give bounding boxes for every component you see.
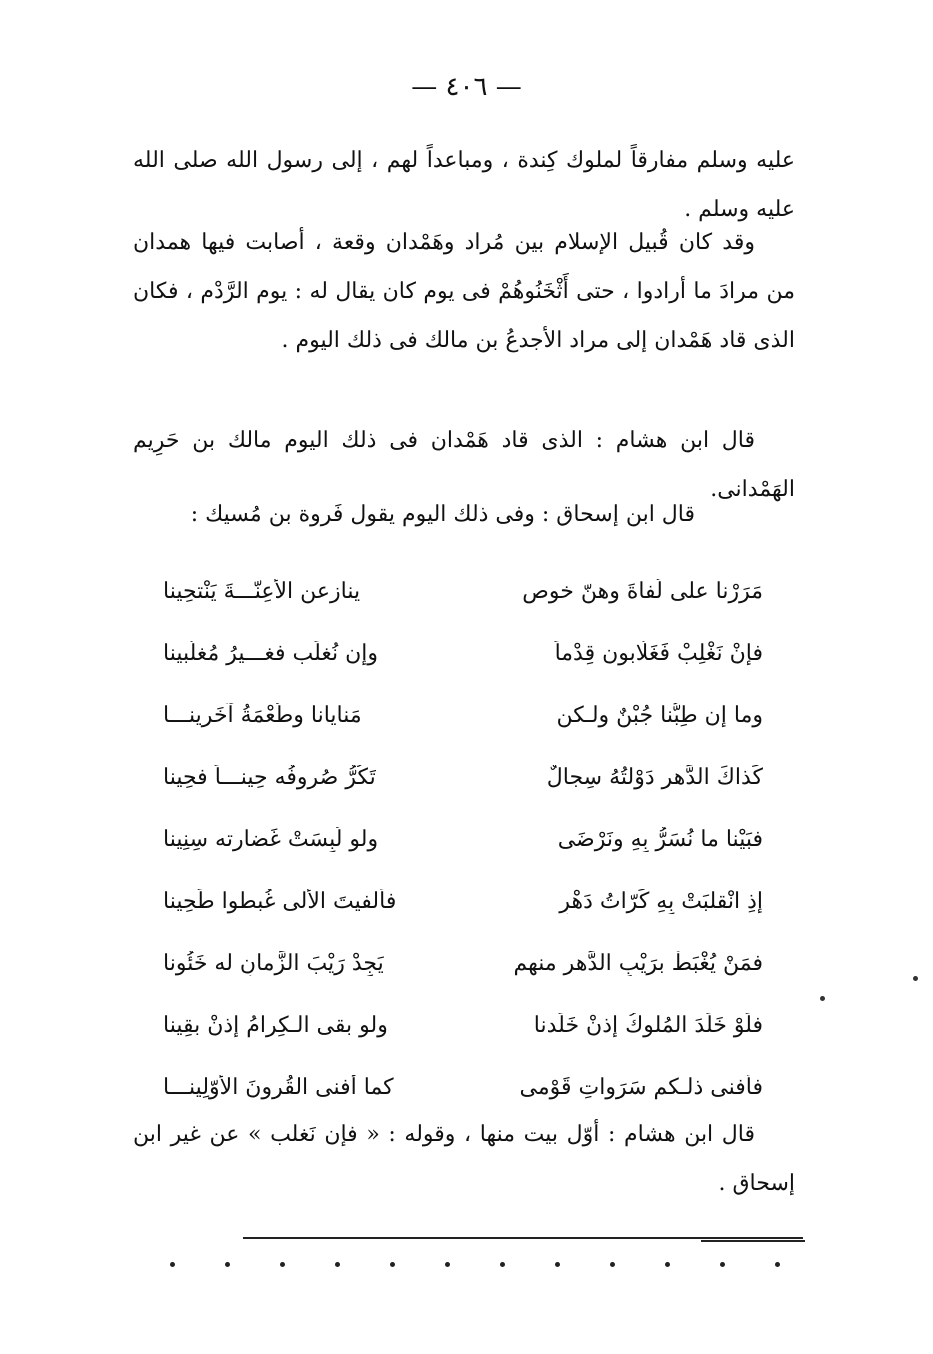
verse-first-hemistich: مَرَرْنا على لُفاةَ وهنّ خوص — [522, 578, 763, 604]
paragraph-battle-account: وقد كان قُبيل الإسلام بين مُراد وهَمْدان وقعة ، أصابت فيها همدان من مرادَ ما أرادوا ، حتى أَثْخَنُوهُمْ فى يوم كان يقال له : يوم الرَّدْم ، فكان الذى قاد هَمْدان إلى مراد الأجدعُ بن مالك فى ذلك اليوم . — [133, 230, 795, 353]
poem-verse — [163, 1056, 763, 1118]
verse-first-hemistich: فإنْ نَغْلِبْ فَغَلّابون قِدْماً — [554, 640, 763, 666]
dot — [280, 1262, 285, 1267]
poem-verse — [163, 684, 763, 746]
stray-mark — [913, 976, 918, 981]
verse-second-hemistich: تَكُرُّ صُروفُه حِينـــاً فحِينا — [163, 764, 376, 790]
paragraph-ibn-hisham-note: قال ابن هشام : الذى قاد هَمْدان فى ذلك اليوم مالك بن حَرِيم الهَمْدانى. — [133, 428, 795, 502]
footnote-divider-short — [701, 1240, 805, 1242]
verse-second-hemistich: يَجِدْ رَيْبَ الزَّمانِ له خَئُونا — [163, 950, 384, 976]
poem-verse — [163, 560, 763, 622]
paragraph-continuation: عليه وسلم مفارقاً لملوك كِندة ، ومباعداً لهم ، إلى رسول الله صلى الله عليه وسلم . — [133, 148, 795, 222]
verse-first-hemistich: كَذاكَ الدَّهرِ دَوْلتُهُ سِجالٌ — [546, 764, 763, 790]
dot — [390, 1262, 395, 1267]
dot — [665, 1262, 670, 1267]
verse-first-hemistich: فبَيْنا ما نُسَرُّ بِهِ ونَرْضَى — [557, 826, 763, 852]
dot — [500, 1262, 505, 1267]
verse-second-hemistich: كما أفنى القُرونَ الأوّلِينـــا — [163, 1074, 394, 1100]
dot — [610, 1262, 615, 1267]
verse-first-hemistich: إذِ انْقلبَتْ بِهِ كَرّاتُ دَهْرٍ — [559, 888, 763, 914]
verse-second-hemistich: ينازعن الأعِنّـــةَ يَنْتحِينا — [163, 578, 361, 604]
dot — [335, 1262, 340, 1267]
verse-second-hemistich: مَنايانا وطُعْمَةُ آخَرينـــا — [163, 702, 362, 728]
footnote-divider — [243, 1237, 803, 1239]
page-number: — ٤٠٦ — — [411, 72, 522, 102]
verse-first-hemistich: فأفنى ذلـكم سَرَواتِ قَوْمى — [519, 1074, 763, 1100]
poem-verse — [163, 932, 763, 994]
stray-mark — [820, 996, 825, 1001]
verse-first-hemistich: فمَنْ يُغْبَطْ برَيْبِ الدَّهرِ منهم — [513, 950, 763, 976]
verse-first-hemistich: فلَوْ خَلَدَ المُلوكُ إذنْ خَلَدنا — [533, 1012, 763, 1038]
verse-second-hemistich: فألفيتَ الأُلى غُبطوا طَحِينا — [163, 888, 397, 914]
dot — [720, 1262, 725, 1267]
verse-second-hemistich: ولو لُبِسَتْ غَضارته سِنِينا — [163, 826, 379, 852]
dot — [170, 1262, 175, 1267]
poem-verse — [163, 622, 763, 684]
dot — [775, 1262, 780, 1267]
paragraph-closing-note: قال ابن هشام : أوّل بيت منها ، وقوله : « فإن نَغلب » عن غير ابن إسحاق . — [133, 1122, 795, 1196]
dot — [225, 1262, 230, 1267]
poem-verse — [163, 746, 763, 808]
dot — [555, 1262, 560, 1267]
verse-second-hemistich: ولو بقى الـكِرامُ إذنْ بقِينا — [163, 1012, 388, 1038]
poem-verse — [163, 994, 763, 1056]
paragraph-ibn-ishaq-intro: قال ابن إسحاق : وفى ذلك اليوم يقول فَروة بن مُسيك : — [190, 502, 695, 527]
poem-verse — [163, 808, 763, 870]
dot — [445, 1262, 450, 1267]
dotted-rule — [170, 1262, 780, 1267]
verse-second-hemistich: وإن نُغلَب فغـــيرُ مُغلَّبينا — [163, 640, 379, 666]
poem-verse — [163, 870, 763, 932]
poem — [163, 560, 763, 1118]
verse-first-hemistich: وما إن طِبُّنا جُبْنٌ ولـكن — [556, 702, 763, 728]
